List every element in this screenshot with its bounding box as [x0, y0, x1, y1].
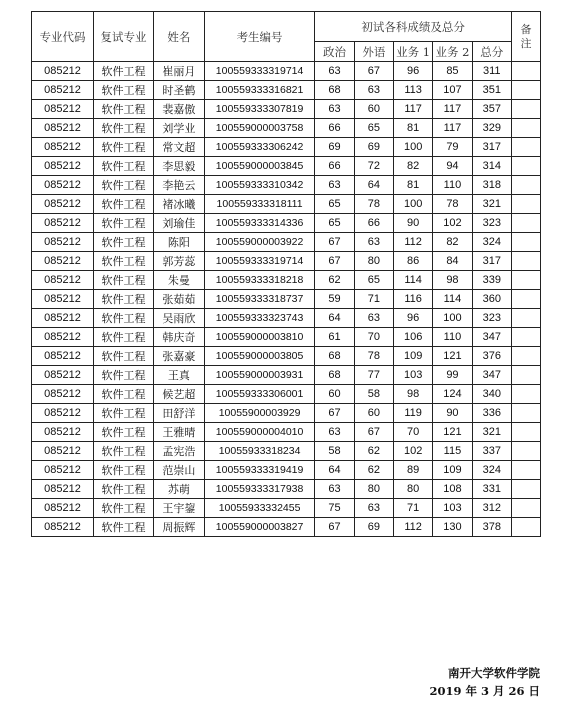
- cell-exam-id: 100559333323743: [204, 309, 315, 328]
- cell-major-code: 085212: [32, 252, 94, 271]
- table-row: [32, 347, 541, 366]
- cell-exam-id: 100559333314336: [204, 214, 315, 233]
- cell-subject1: 96: [394, 62, 433, 81]
- header-total: 总分: [472, 42, 511, 62]
- table-row: [32, 366, 541, 385]
- cell-politics: 66: [315, 119, 354, 138]
- cell-retest-major: 软件工程: [94, 157, 154, 176]
- cell-total: 329: [472, 119, 511, 138]
- cell-foreign-language: 62: [354, 461, 393, 480]
- cell-notes: [511, 518, 540, 537]
- cell-total: 357: [472, 100, 511, 119]
- cell-politics: 67: [315, 233, 354, 252]
- cell-foreign-language: 80: [354, 480, 393, 499]
- cell-notes: [511, 81, 540, 100]
- table-row: [32, 328, 541, 347]
- cell-exam-id: 100559333318218: [204, 271, 315, 290]
- cell-total: 323: [472, 214, 511, 233]
- cell-exam-id: 10055900003929: [204, 404, 315, 423]
- cell-notes: [511, 62, 540, 81]
- cell-major-code: 085212: [32, 385, 94, 404]
- cell-foreign-language: 66: [354, 214, 393, 233]
- cell-retest-major: 软件工程: [94, 423, 154, 442]
- header-foreign-language: 外语: [354, 42, 393, 62]
- cell-subject1: 116: [394, 290, 433, 309]
- cell-name: 陈阳: [154, 233, 205, 252]
- cell-name: 常文超: [154, 138, 205, 157]
- cell-notes: [511, 309, 540, 328]
- table-row: [32, 423, 541, 442]
- cell-notes: [511, 252, 540, 271]
- cell-name: 王宇鋆: [154, 499, 205, 518]
- cell-foreign-language: 60: [354, 100, 393, 119]
- cell-name: 候艺超: [154, 385, 205, 404]
- cell-subject1: 113: [394, 81, 433, 100]
- table-row: [32, 518, 541, 537]
- cell-subject2: 103: [433, 499, 472, 518]
- cell-politics: 68: [315, 81, 354, 100]
- cell-foreign-language: 71: [354, 290, 393, 309]
- cell-foreign-language: 62: [354, 442, 393, 461]
- cell-subject2: 84: [433, 252, 472, 271]
- cell-retest-major: 软件工程: [94, 480, 154, 499]
- cell-notes: [511, 233, 540, 252]
- cell-major-code: 085212: [32, 271, 94, 290]
- cell-retest-major: 软件工程: [94, 518, 154, 537]
- cell-foreign-language: 64: [354, 176, 393, 195]
- cell-exam-id: 100559000003805: [204, 347, 315, 366]
- cell-foreign-language: 72: [354, 157, 393, 176]
- cell-major-code: 085212: [32, 119, 94, 138]
- cell-major-code: 085212: [32, 461, 94, 480]
- cell-notes: [511, 499, 540, 518]
- table-row: [32, 119, 541, 138]
- cell-notes: [511, 461, 540, 480]
- cell-politics: 65: [315, 195, 354, 214]
- cell-subject1: 81: [394, 176, 433, 195]
- header-subject1: 业务 1: [394, 42, 433, 62]
- cell-foreign-language: 70: [354, 328, 393, 347]
- cell-subject2: 124: [433, 385, 472, 404]
- cell-exam-id: 100559000003758: [204, 119, 315, 138]
- cell-total: 324: [472, 461, 511, 480]
- cell-foreign-language: 69: [354, 138, 393, 157]
- cell-name: 刘学业: [154, 119, 205, 138]
- cell-politics: 58: [315, 442, 354, 461]
- table-row: [32, 309, 541, 328]
- cell-subject1: 106: [394, 328, 433, 347]
- cell-total: 321: [472, 195, 511, 214]
- cell-politics: 61: [315, 328, 354, 347]
- cell-subject2: 117: [433, 100, 472, 119]
- cell-exam-id: 100559333317938: [204, 480, 315, 499]
- footer-signature: [429, 664, 540, 700]
- cell-major-code: 085212: [32, 480, 94, 499]
- table-row: [32, 81, 541, 100]
- cell-subject2: 110: [433, 328, 472, 347]
- cell-politics: 64: [315, 461, 354, 480]
- cell-total: 337: [472, 442, 511, 461]
- cell-politics: 67: [315, 518, 354, 537]
- cell-total: 317: [472, 252, 511, 271]
- cell-exam-id: 100559333310342: [204, 176, 315, 195]
- cell-name: 张茹茹: [154, 290, 205, 309]
- cell-subject1: 71: [394, 499, 433, 518]
- cell-politics: 63: [315, 176, 354, 195]
- cell-total: 318: [472, 176, 511, 195]
- header-major-code: 专业代码: [32, 12, 94, 62]
- cell-retest-major: 软件工程: [94, 309, 154, 328]
- cell-foreign-language: 65: [354, 119, 393, 138]
- cell-foreign-language: 65: [354, 271, 393, 290]
- cell-total: 347: [472, 366, 511, 385]
- cell-exam-id: 100559000004010: [204, 423, 315, 442]
- cell-retest-major: 软件工程: [94, 442, 154, 461]
- header-scores-group: 初试各科成绩及总分: [315, 12, 512, 42]
- header-notes-line2: 注: [520, 36, 532, 50]
- cell-subject2: 85: [433, 62, 472, 81]
- cell-politics: 69: [315, 138, 354, 157]
- header-name: 姓名: [154, 12, 205, 62]
- cell-exam-id: 100559333318737: [204, 290, 315, 309]
- cell-subject1: 112: [394, 518, 433, 537]
- cell-total: 351: [472, 81, 511, 100]
- cell-foreign-language: 63: [354, 309, 393, 328]
- table-row: [32, 138, 541, 157]
- cell-name: 刘瑜佳: [154, 214, 205, 233]
- cell-notes: [511, 119, 540, 138]
- cell-retest-major: 软件工程: [94, 347, 154, 366]
- cell-name: 韩庆奇: [154, 328, 205, 347]
- cell-subject2: 115: [433, 442, 472, 461]
- cell-retest-major: 软件工程: [94, 252, 154, 271]
- cell-name: 李艳云: [154, 176, 205, 195]
- cell-total: 312: [472, 499, 511, 518]
- cell-retest-major: 软件工程: [94, 328, 154, 347]
- table-row: [32, 290, 541, 309]
- cell-major-code: 085212: [32, 176, 94, 195]
- cell-name: 裴嘉傲: [154, 100, 205, 119]
- cell-major-code: 085212: [32, 233, 94, 252]
- cell-subject2: 78: [433, 195, 472, 214]
- cell-retest-major: 软件工程: [94, 62, 154, 81]
- cell-foreign-language: 78: [354, 347, 393, 366]
- cell-subject1: 96: [394, 309, 433, 328]
- cell-notes: [511, 138, 540, 157]
- cell-politics: 67: [315, 404, 354, 423]
- table-body: [32, 62, 541, 537]
- cell-major-code: 085212: [32, 518, 94, 537]
- cell-total: 336: [472, 404, 511, 423]
- cell-total: 376: [472, 347, 511, 366]
- cell-foreign-language: 69: [354, 518, 393, 537]
- cell-foreign-language: 67: [354, 62, 393, 81]
- cell-notes: [511, 347, 540, 366]
- cell-name: 郭芳蕊: [154, 252, 205, 271]
- cell-major-code: 085212: [32, 309, 94, 328]
- cell-major-code: 085212: [32, 366, 94, 385]
- footer-date: 2019 年 3 月 26 日: [429, 684, 540, 698]
- cell-major-code: 085212: [32, 499, 94, 518]
- cell-total: 323: [472, 309, 511, 328]
- cell-foreign-language: 63: [354, 233, 393, 252]
- cell-exam-id: 100559333307819: [204, 100, 315, 119]
- cell-subject1: 80: [394, 480, 433, 499]
- cell-major-code: 085212: [32, 214, 94, 233]
- cell-subject1: 81: [394, 119, 433, 138]
- cell-major-code: 085212: [32, 62, 94, 81]
- cell-major-code: 085212: [32, 138, 94, 157]
- cell-politics: 63: [315, 62, 354, 81]
- cell-exam-id: 100559333306242: [204, 138, 315, 157]
- cell-total: 324: [472, 233, 511, 252]
- cell-total: 331: [472, 480, 511, 499]
- cell-retest-major: 软件工程: [94, 176, 154, 195]
- cell-name: 褚冰曦: [154, 195, 205, 214]
- cell-major-code: 085212: [32, 81, 94, 100]
- cell-notes: [511, 442, 540, 461]
- cell-exam-id: 100559000003845: [204, 157, 315, 176]
- cell-politics: 63: [315, 100, 354, 119]
- cell-total: 347: [472, 328, 511, 347]
- cell-politics: 60: [315, 385, 354, 404]
- cell-subject1: 100: [394, 195, 433, 214]
- cell-major-code: 085212: [32, 347, 94, 366]
- cell-exam-id: 100559333319419: [204, 461, 315, 480]
- cell-subject2: 90: [433, 404, 472, 423]
- cell-exam-id: 10055933318234: [204, 442, 315, 461]
- cell-subject2: 108: [433, 480, 472, 499]
- cell-subject2: 130: [433, 518, 472, 537]
- cell-politics: 65: [315, 214, 354, 233]
- cell-name: 时圣鹤: [154, 81, 205, 100]
- cell-exam-id: 100559333306001: [204, 385, 315, 404]
- cell-major-code: 085212: [32, 404, 94, 423]
- cell-notes: [511, 176, 540, 195]
- table-row: [32, 195, 541, 214]
- table-row: [32, 252, 541, 271]
- cell-subject1: 117: [394, 100, 433, 119]
- cell-subject1: 103: [394, 366, 433, 385]
- cell-subject2: 100: [433, 309, 472, 328]
- cell-subject1: 112: [394, 233, 433, 252]
- cell-name: 王真: [154, 366, 205, 385]
- cell-politics: 59: [315, 290, 354, 309]
- table-row: [32, 62, 541, 81]
- cell-retest-major: 软件工程: [94, 404, 154, 423]
- cell-notes: [511, 366, 540, 385]
- cell-retest-major: 软件工程: [94, 81, 154, 100]
- cell-foreign-language: 63: [354, 499, 393, 518]
- cell-name: 周振辉: [154, 518, 205, 537]
- cell-major-code: 085212: [32, 100, 94, 119]
- cell-notes: [511, 157, 540, 176]
- cell-exam-id: 100559000003810: [204, 328, 315, 347]
- cell-politics: 66: [315, 157, 354, 176]
- cell-notes: [511, 290, 540, 309]
- cell-exam-id: 100559000003931: [204, 366, 315, 385]
- table-row: [32, 461, 541, 480]
- cell-exam-id: 100559333319714: [204, 252, 315, 271]
- cell-name: 田舒洋: [154, 404, 205, 423]
- cell-subject1: 109: [394, 347, 433, 366]
- cell-foreign-language: 63: [354, 81, 393, 100]
- cell-politics: 64: [315, 309, 354, 328]
- cell-total: 314: [472, 157, 511, 176]
- cell-subject1: 102: [394, 442, 433, 461]
- cell-total: 317: [472, 138, 511, 157]
- cell-subject1: 100: [394, 138, 433, 157]
- cell-total: 360: [472, 290, 511, 309]
- cell-major-code: 085212: [32, 442, 94, 461]
- cell-total: 311: [472, 62, 511, 81]
- table-row: [32, 404, 541, 423]
- cell-retest-major: 软件工程: [94, 366, 154, 385]
- cell-subject2: 109: [433, 461, 472, 480]
- cell-total: 321: [472, 423, 511, 442]
- cell-major-code: 085212: [32, 195, 94, 214]
- cell-retest-major: 软件工程: [94, 233, 154, 252]
- cell-major-code: 085212: [32, 157, 94, 176]
- cell-retest-major: 软件工程: [94, 138, 154, 157]
- cell-subject1: 89: [394, 461, 433, 480]
- cell-name: 崔丽月: [154, 62, 205, 81]
- cell-politics: 63: [315, 423, 354, 442]
- cell-name: 王雅晴: [154, 423, 205, 442]
- cell-subject2: 94: [433, 157, 472, 176]
- cell-notes: [511, 328, 540, 347]
- cell-foreign-language: 78: [354, 195, 393, 214]
- cell-foreign-language: 58: [354, 385, 393, 404]
- cell-subject2: 102: [433, 214, 472, 233]
- table-row: [32, 214, 541, 233]
- cell-subject2: 99: [433, 366, 472, 385]
- cell-major-code: 085212: [32, 328, 94, 347]
- cell-retest-major: 软件工程: [94, 461, 154, 480]
- cell-retest-major: 软件工程: [94, 499, 154, 518]
- header-notes: [511, 12, 540, 62]
- cell-major-code: 085212: [32, 423, 94, 442]
- cell-subject1: 98: [394, 385, 433, 404]
- table-header: [32, 12, 541, 62]
- cell-politics: 63: [315, 480, 354, 499]
- cell-retest-major: 软件工程: [94, 195, 154, 214]
- cell-subject2: 117: [433, 119, 472, 138]
- header-subject2: 业务 2: [433, 42, 472, 62]
- cell-exam-id: 100559000003922: [204, 233, 315, 252]
- cell-retest-major: 软件工程: [94, 271, 154, 290]
- cell-name: 张嘉豪: [154, 347, 205, 366]
- cell-notes: [511, 271, 540, 290]
- cell-retest-major: 软件工程: [94, 214, 154, 233]
- cell-total: 339: [472, 271, 511, 290]
- cell-foreign-language: 80: [354, 252, 393, 271]
- table-row: [32, 157, 541, 176]
- cell-notes: [511, 195, 540, 214]
- cell-politics: 68: [315, 347, 354, 366]
- cell-exam-id: 100559000003827: [204, 518, 315, 537]
- cell-notes: [511, 385, 540, 404]
- cell-subject1: 119: [394, 404, 433, 423]
- cell-retest-major: 软件工程: [94, 290, 154, 309]
- cell-exam-id: 100559333319714: [204, 62, 315, 81]
- cell-retest-major: 软件工程: [94, 119, 154, 138]
- cell-subject2: 110: [433, 176, 472, 195]
- cell-subject1: 82: [394, 157, 433, 176]
- cell-name: 吴雨欣: [154, 309, 205, 328]
- score-table: [31, 11, 541, 537]
- header-exam-id: 考生编号: [204, 12, 315, 62]
- table-row: [32, 176, 541, 195]
- cell-exam-id: 10055933332455: [204, 499, 315, 518]
- cell-subject2: 82: [433, 233, 472, 252]
- cell-subject2: 79: [433, 138, 472, 157]
- cell-subject1: 90: [394, 214, 433, 233]
- table-row: [32, 385, 541, 404]
- cell-politics: 68: [315, 366, 354, 385]
- cell-exam-id: 100559333318111: [204, 195, 315, 214]
- cell-name: 苏萌: [154, 480, 205, 499]
- cell-major-code: 085212: [32, 290, 94, 309]
- cell-retest-major: 软件工程: [94, 385, 154, 404]
- cell-subject2: 121: [433, 347, 472, 366]
- cell-total: 340: [472, 385, 511, 404]
- cell-subject2: 98: [433, 271, 472, 290]
- cell-name: 孟宪浩: [154, 442, 205, 461]
- table-row: [32, 233, 541, 252]
- cell-notes: [511, 404, 540, 423]
- cell-politics: 67: [315, 252, 354, 271]
- table-row: [32, 100, 541, 119]
- cell-retest-major: 软件工程: [94, 100, 154, 119]
- cell-subject2: 107: [433, 81, 472, 100]
- header-notes-line1: 备: [520, 22, 532, 36]
- cell-name: 范崇山: [154, 461, 205, 480]
- cell-politics: 75: [315, 499, 354, 518]
- cell-subject1: 70: [394, 423, 433, 442]
- cell-name: 李思毅: [154, 157, 205, 176]
- cell-notes: [511, 480, 540, 499]
- cell-foreign-language: 67: [354, 423, 393, 442]
- table-row: [32, 499, 541, 518]
- cell-subject1: 86: [394, 252, 433, 271]
- cell-name: 朱曼: [154, 271, 205, 290]
- table-row: [32, 442, 541, 461]
- cell-notes: [511, 100, 540, 119]
- cell-subject2: 114: [433, 290, 472, 309]
- cell-notes: [511, 423, 540, 442]
- cell-subject2: 121: [433, 423, 472, 442]
- cell-politics: 62: [315, 271, 354, 290]
- cell-foreign-language: 77: [354, 366, 393, 385]
- cell-exam-id: 100559333316821: [204, 81, 315, 100]
- cell-foreign-language: 60: [354, 404, 393, 423]
- footer-institution: 南开大学软件学院: [448, 666, 540, 680]
- table-row: [32, 271, 541, 290]
- cell-subject1: 114: [394, 271, 433, 290]
- cell-total: 378: [472, 518, 511, 537]
- header-politics: 政治: [315, 42, 354, 62]
- table-row: [32, 480, 541, 499]
- cell-notes: [511, 214, 540, 233]
- header-retest-major: 复试专业: [94, 12, 154, 62]
